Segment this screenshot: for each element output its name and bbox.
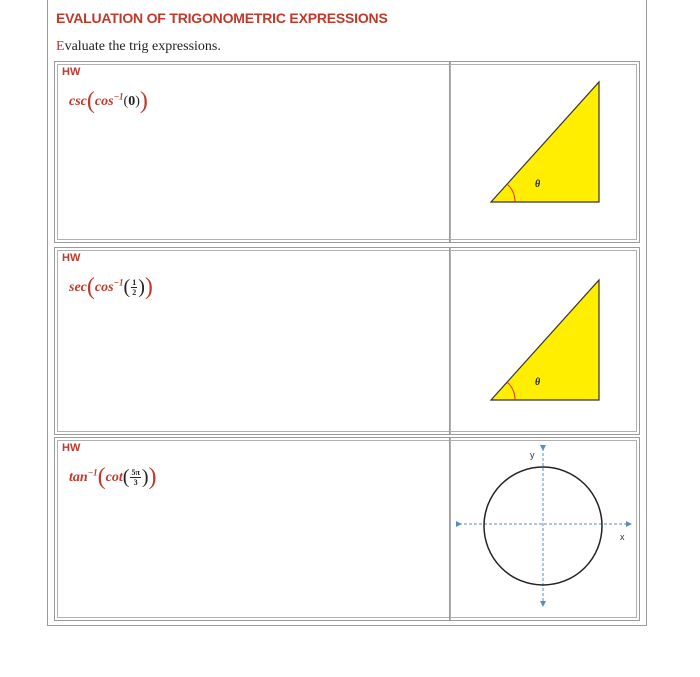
- inner-function: cos: [94, 280, 114, 295]
- cell-divider: [449, 62, 451, 242]
- problem-expression-2: [69, 274, 153, 301]
- instruction-initial: E: [56, 39, 65, 54]
- close-paren: ): [144, 274, 153, 300]
- angle-theta-label: θ: [535, 179, 541, 190]
- close-paren-inner: ): [135, 94, 140, 109]
- hw-label: HW: [62, 252, 81, 264]
- open-paren-inner: (: [123, 276, 131, 298]
- problem-row-3: [54, 437, 640, 621]
- outer-function: tan: [69, 470, 88, 485]
- problem-expression-1: [69, 88, 148, 115]
- x-axis-label: x: [620, 532, 625, 542]
- outer-function: csc: [69, 94, 87, 109]
- cell-divider: [449, 248, 451, 434]
- close-paren: ): [148, 464, 157, 490]
- argument-value: 0: [128, 94, 136, 109]
- inverse-exponent: −1: [87, 467, 98, 478]
- close-paren: ): [139, 88, 148, 114]
- open-paren: (: [86, 274, 95, 300]
- open-paren-inner: (: [123, 94, 129, 109]
- inner-function: cot: [105, 470, 123, 485]
- right-triangle-diagram-2: [491, 280, 601, 405]
- problem-row-1: [54, 61, 640, 243]
- argument-fraction: [130, 468, 140, 487]
- hw-label: HW: [62, 66, 81, 78]
- fraction-denominator: 2: [132, 288, 137, 298]
- open-paren-inner: (: [122, 466, 130, 488]
- inner-function: cos: [94, 94, 114, 109]
- cell-divider: [449, 438, 451, 620]
- open-paren: (: [86, 88, 95, 114]
- instructions: [56, 39, 221, 55]
- argument-fraction: [131, 278, 137, 297]
- instruction-text: valuate the trig expressions.: [64, 39, 221, 54]
- angle-theta-label: θ: [535, 377, 541, 388]
- page-title: EVALUATION OF TRIGONOMETRIC EXPRESSIONS: [56, 10, 388, 26]
- fraction-numerator: 1: [132, 278, 137, 288]
- open-paren: (: [97, 464, 106, 490]
- fraction-denominator: 3: [133, 478, 138, 488]
- hw-label: HW: [62, 442, 81, 454]
- outer-function: sec: [69, 280, 87, 295]
- unit-circle-diagram: [453, 446, 638, 616]
- right-triangle-diagram-1: [491, 82, 601, 207]
- close-paren-inner: ): [138, 276, 145, 298]
- y-axis-label: y: [530, 450, 535, 460]
- inverse-exponent: −1: [113, 277, 124, 288]
- problem-expression-3: [69, 464, 157, 491]
- fraction-numerator: 5π: [131, 468, 140, 478]
- close-paren-inner: ): [141, 466, 149, 488]
- inverse-exponent: −1: [113, 91, 124, 102]
- problem-row-2: [54, 247, 640, 435]
